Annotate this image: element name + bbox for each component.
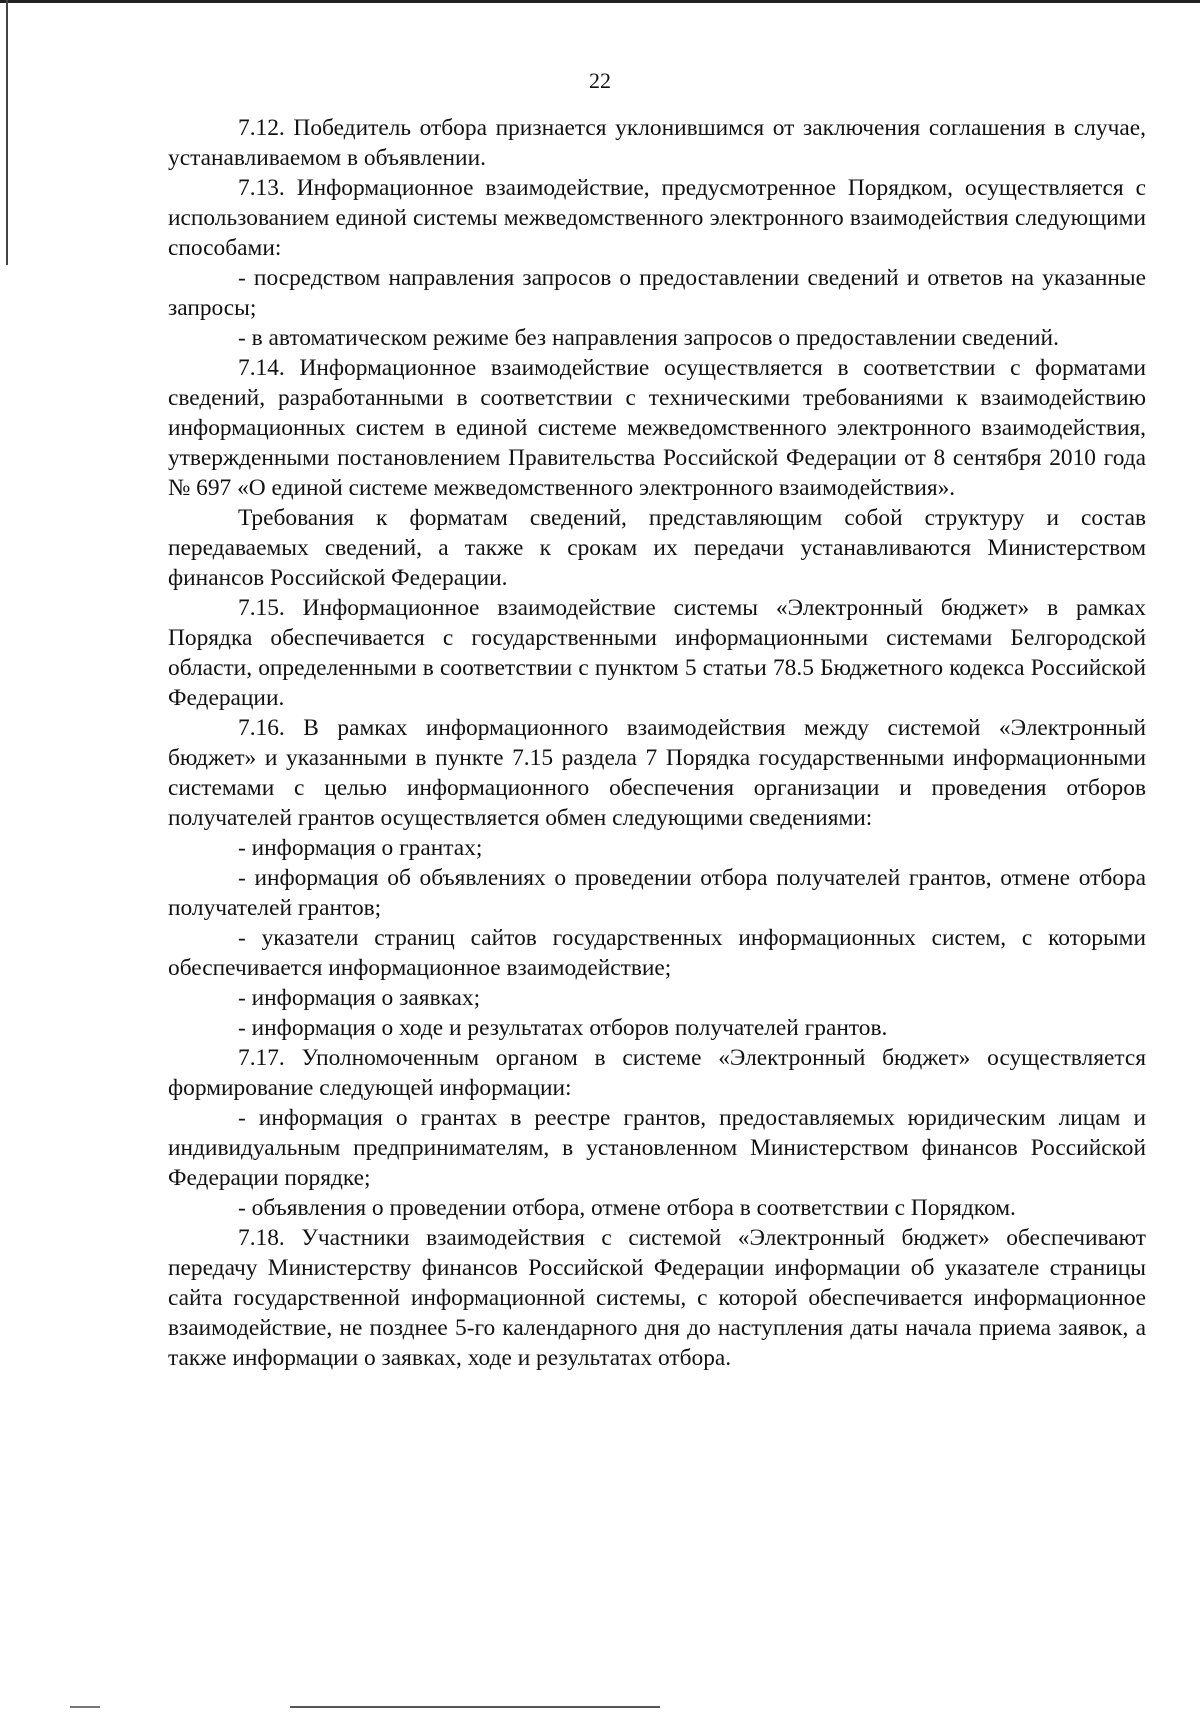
page-number: 22 [589, 68, 611, 93]
document-body [168, 113, 1146, 1373]
list-item: - информация о ходе и результатах отборов получателей грантов. [238, 1015, 888, 1041]
scan-edge-mark [70, 1706, 100, 1708]
list-item: - в автоматическом режиме без направления запросов о предоставлении сведений. [238, 325, 1059, 351]
scan-edge-top [0, 0, 1200, 3]
scan-edge-bottom [290, 1706, 660, 1708]
paragraph-7-13: 7.13. Информационное взаимодействие, предусмотренное Порядком, осуществляется с использованием единой системы межведомственного электронного взаимодействия следующими способами: [168, 175, 1146, 261]
list-item: - объявления о проведении отбора, отмене отбора в соответствии с Порядком. [238, 1195, 1016, 1221]
paragraph-7-17: 7.17. Уполномоченным органом в системе «Электронный бюджет» осуществляется формирование следующей информации: [168, 1045, 1146, 1101]
paragraph-7-12: 7.12. Победитель отбора признается уклонившимся от заключения соглашения в случае, устанавливаемом в объявлении. [168, 115, 1146, 171]
list-item: - указатели страниц сайтов государственных информационных систем, с которыми обеспечивается информационное взаимодействие; [168, 925, 1146, 981]
paragraph-format-requirements: Требования к форматам сведений, представляющим собой структуру и состав передаваемых сведений, а также к срокам их передачи устанавливаются Министерством финансов Российской Федерации. [168, 505, 1146, 591]
paragraph-7-18: 7.18. Участники взаимодействия с системой «Электронный бюджет» обеспечивают передачу Министерству финансов Российской Федерации информации об указателе страницы сайта государственной информационной системы, с которой обеспечивается информационное взаимодействие, не позднее 5-го календарного дня до наступления даты начала приема заявок, а также информации о заявках, ходе и результатах отбора. [168, 1225, 1146, 1371]
list-item: - посредством направления запросов о предоставлении сведений и ответов на указанные запросы; [168, 265, 1146, 321]
list-item: - информация об объявлениях о проведении отбора получателей грантов, отмене отбора получателей грантов; [168, 865, 1146, 921]
paragraph-7-14: 7.14. Информационное взаимодействие осуществляется в соответствии с форматами сведений, разработанными в соответствии с техническими требованиями к взаимодействию информационных систем в единой системе межведомственного электронного взаимодействия, утвержденными постановлением Правительства Российской Федерации от 8 сентября 2010 года № 697 «О единой системе межведомственного электронного взаимодействия». [168, 355, 1146, 501]
list-item: - информация о грантах в реестре грантов, предоставляемых юридическим лицам и индивидуальным предпринимателям, в установленном Министерством финансов Российской Федерации порядке; [168, 1105, 1146, 1191]
list-item: - информация о грантах; [238, 835, 483, 861]
scan-edge-left [6, 0, 8, 265]
paragraph-7-16: 7.16. В рамках информационного взаимодействия между системой «Электронный бюджет» и указанными в пункте 7.15 раздела 7 Порядка государственными информационными системами с целью информационного обеспечения организации и проведения отборов получателей грантов осуществляется обмен следующими сведениями: [168, 715, 1146, 831]
list-item: - информация о заявках; [238, 985, 481, 1011]
paragraph-7-15: 7.15. Информационное взаимодействие системы «Электронный бюджет» в рамках Порядка обеспечивается с государственными информационными системами Белгородской области, определенными в соответствии с пунктом 5 статьи 78.5 Бюджетного кодекса Российской Федерации. [168, 595, 1146, 711]
